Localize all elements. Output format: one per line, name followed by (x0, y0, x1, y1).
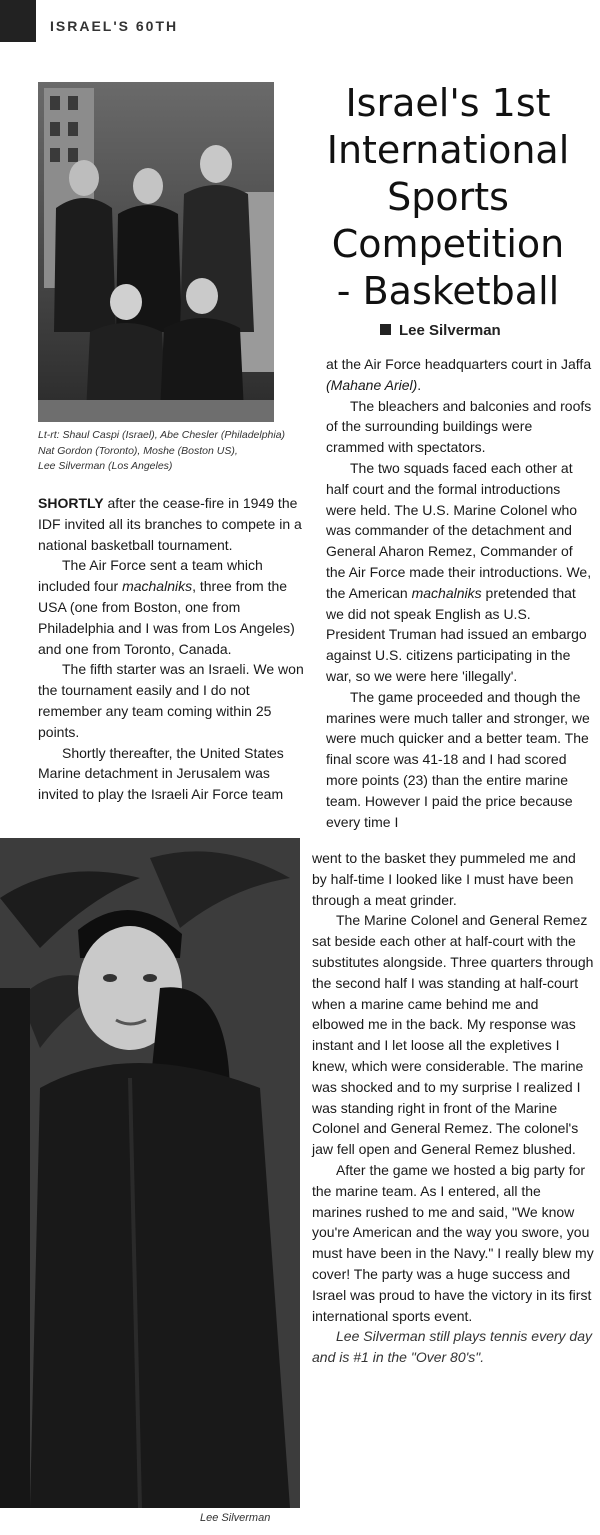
paragraph: The Marine Colonel and General Remez sat beside each other at half-court with the substitutes alongside. Three quarters through the second half I was standing at half-court when a marine came behind me and elbowed me in the back. My response was instant and I let loose all the expletives I knew, which were considerable. The marine was shocked and to my surprise I realized I was standing right in front of the Marine Colonel and General Remez. The colonel's jaw fell open and General Remez blushed. (312, 912, 594, 1158)
portrait-photo (0, 838, 300, 1508)
article-title (296, 80, 600, 315)
team-photo-caption (38, 428, 318, 475)
paragraph: Shortly thereafter, the United States Marine detachment in Jerusalem was invited to play the Israeli Air Force team (38, 744, 284, 803)
section-label: ISRAEL'S 60TH (50, 18, 179, 34)
byline (380, 322, 501, 339)
title-line: International (326, 128, 570, 172)
caption-line: Lt-rt: Shaul Caspi (Israel), Abe Chesler (Philadelphia) (38, 429, 286, 441)
caption-line: Lee Silverman (Los Angeles) (38, 460, 173, 472)
paragraph: went to the basket they pummeled me and by half-time I looked like I must have been through a meat grinder. (312, 850, 576, 908)
article-column-right-top (326, 354, 592, 832)
paragraph: After the game we hosted a big party for the marine team. As I entered, all the marines rushed to me and said, "We know you're American and the way you swore, you must have been in the Navy." I really blew my cover! The party was a huge success and Israel was proud to have the victory in its first international sports event. (312, 1161, 594, 1324)
paragraph: The bleachers and balconies and roofs of the surrounding buildings were crammed with spectators. (326, 397, 592, 456)
team-photo-graphic (38, 82, 274, 422)
team-photo (38, 82, 274, 422)
title-line: Competition (331, 222, 565, 266)
paragraph: The fifth starter was an Israeli. We won the tournament easily and I do not remember any team coming within 25 points. (38, 661, 304, 740)
paragraph: The game proceeded and though the marines were much taller and stronger, we were much quicker and a better team. The final score was 41-18 and I had scored more points (23) than the entire marine team. However I paid the price because every time I (326, 688, 590, 830)
lead-word: SHORTLY (38, 495, 104, 511)
title-line: Israel's 1st (345, 81, 551, 125)
article-column-right-bottom (312, 848, 594, 1368)
byline-square-icon (380, 324, 391, 335)
portrait-photo-graphic (0, 838, 300, 1508)
author-note: Lee Silverman still plays tennis every day and is #1 in the "Over 80's". (312, 1328, 593, 1366)
section-header (0, 0, 600, 42)
paragraph: at the Air Force headquarters court in Jaffa (Mahane Ariel). (326, 356, 592, 393)
section-header-bar (0, 0, 36, 42)
byline-author: Lee Silverman (399, 322, 501, 339)
portrait-caption: Lee Silverman (200, 1512, 271, 1524)
title-line: - Basketball (336, 269, 560, 313)
paragraph: The Air Force sent a team which included four machalniks, three from the USA (one from Boston, one from Philadelphia and I was from Los Angeles) and one from Toronto, Canada. (38, 557, 295, 657)
caption-line: Nat Gordon (Toronto), Moshe (Boston US), (38, 444, 238, 457)
paragraph: SHORTLY after the cease-fire in 1949 the IDF invited all its branches to compete in a national basketball tournament. (38, 495, 302, 553)
title-line: Sports (387, 175, 509, 219)
article-column-left (38, 493, 306, 805)
paragraph: The two squads faced each other at half court and the formal introductions were held. The U.S. Marine Colonel who was commander of the detachment and General Aharon Remez, Commander of the Air Force made their introductions. We, the American machalniks pretended that we did not speak English as U.S. President Truman had issued an embargo against U.S. citizens participating in the war, so we were here 'illegally'. (326, 459, 592, 684)
